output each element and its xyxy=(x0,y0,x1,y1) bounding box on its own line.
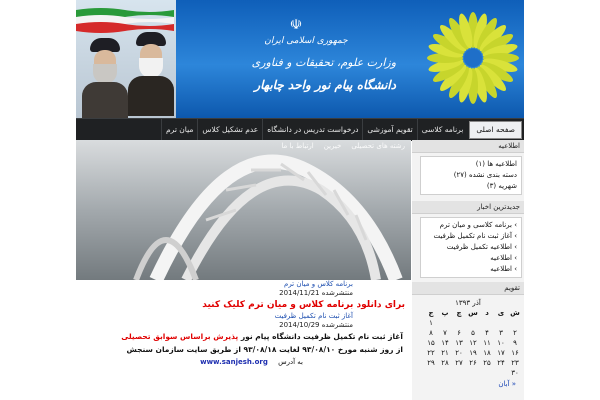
leader-portrait-left xyxy=(82,38,128,118)
news-item[interactable]: › اطلاعیه تکمیل ظرفیت xyxy=(446,243,517,251)
iran-emblem-icon: ☫ xyxy=(289,17,303,33)
calendar-weekday: پ xyxy=(441,309,449,317)
latest-news-box xyxy=(420,217,522,278)
calendar-day xyxy=(452,318,466,328)
hero-link-contact[interactable]: ارتباط با ما xyxy=(281,142,314,150)
leaders-photo xyxy=(76,0,176,118)
right-sidebar xyxy=(412,140,524,400)
calendar-day[interactable]: ۳۰ xyxy=(511,369,519,377)
news-item[interactable]: › اطلاعیه xyxy=(490,254,517,262)
calendar-day[interactable]: ۱۴ xyxy=(441,339,449,347)
calendar-day[interactable]: ۱۳ xyxy=(455,339,463,347)
announcement-item[interactable]: دسته بندی نشده (۲۷) xyxy=(453,171,517,179)
calendar-day[interactable]: ۷ xyxy=(443,329,447,337)
calendar-day[interactable]: ۲۹ xyxy=(427,359,435,367)
calendar-day[interactable]: ۲۷ xyxy=(455,359,463,367)
header-titles xyxy=(176,0,416,118)
nav-class-cancellation[interactable]: عدم تشکیل کلاس xyxy=(197,119,262,141)
announcement-item[interactable]: شهریه (۳) xyxy=(486,182,517,190)
calendar-day[interactable]: ۴ xyxy=(485,329,489,337)
news-item[interactable]: › برنامه کلاسی و میان ترم xyxy=(439,221,517,229)
nav-midterm[interactable]: میان ترم xyxy=(161,119,197,141)
posts-area xyxy=(76,280,411,400)
site-header xyxy=(76,0,524,118)
sanjesh-link[interactable]: www.sanjesh.org xyxy=(200,358,268,366)
calendar-day xyxy=(466,318,480,328)
main-nav xyxy=(76,118,524,141)
leader-portrait-right xyxy=(128,32,174,118)
bridge-photo xyxy=(76,140,411,280)
calendar-day[interactable]: ۱۲ xyxy=(469,339,477,347)
latest-news-title: جدیدترین اخبار xyxy=(412,201,524,214)
post-body: از روز شنبه مورخ ۹۳/۰۸/۱۰ لغایت ۹۳/۰۸/۱۸ از طریق سایت سازمان سنجش xyxy=(126,345,403,354)
nav-academic-calendar[interactable]: تقویم آموزشی xyxy=(362,119,416,141)
calendar-title: تقویم xyxy=(412,282,524,295)
header-line-university: دانشگاه پیام نور واحد چابهار xyxy=(254,78,396,92)
calendar-day[interactable]: ۲۲ xyxy=(427,349,435,357)
post-date: منتشرشده 2014/10/29 xyxy=(279,321,353,329)
post-footer xyxy=(76,356,411,368)
calendar-day[interactable]: ۲۱ xyxy=(441,349,449,357)
calendar-day[interactable]: ۱۱ xyxy=(483,339,491,347)
calendar-day xyxy=(452,368,466,378)
hero-link-fields[interactable]: رشته های تحصیلی xyxy=(351,142,405,150)
download-schedule-link[interactable]: برای دانلود برنامه کلاس و میان ترم کلیک کنید xyxy=(202,300,405,310)
calendar-day[interactable]: ۲۳ xyxy=(511,359,519,367)
hero-link-donors[interactable]: خیرین xyxy=(323,142,342,150)
calendar-day xyxy=(466,368,480,378)
post-body xyxy=(76,330,411,343)
calendar-day[interactable]: ۲۶ xyxy=(469,359,477,367)
nav-home[interactable]: صفحه اصلی xyxy=(469,121,522,139)
calendar-day xyxy=(424,368,438,378)
iran-flag-icon xyxy=(76,6,174,34)
calendar-day xyxy=(480,368,494,378)
calendar-day[interactable]: ۹ xyxy=(513,339,517,347)
page xyxy=(76,0,524,400)
calendar-day[interactable]: ۱۶ xyxy=(511,349,519,357)
announcements-box xyxy=(420,156,522,195)
calendar-weekday: ج xyxy=(428,309,434,317)
calendar-day[interactable]: ۱۰ xyxy=(497,339,505,347)
calendar-day xyxy=(438,318,452,328)
calendar-day[interactable]: ۶ xyxy=(457,329,461,337)
calendar-weekday: د xyxy=(485,309,489,317)
calendar-month: آذر ۱۳۹۳ xyxy=(455,299,481,307)
post-body-highlight: پذیرش براساس سوابق تحصیلی xyxy=(121,332,239,341)
header-line-republic: جمهوری اسلامی ایران xyxy=(264,36,348,46)
news-item[interactable]: › آغاز ثبت نام تکمیل ظرفیت xyxy=(433,232,517,240)
calendar-day xyxy=(494,368,508,378)
calendar-day[interactable]: ۱۸ xyxy=(483,349,491,357)
post-body-text: آغاز ثبت نام تکمیل ظرفیت دانشگاه پیام نور xyxy=(240,332,403,341)
calendar-day[interactable]: ۱۵ xyxy=(427,339,435,347)
calendar-day[interactable]: ۲۴ xyxy=(497,359,505,367)
calendar-prev-month-link[interactable]: « آبان xyxy=(498,380,516,388)
calendar-weekday: س xyxy=(468,309,478,317)
calendar-day[interactable]: ۲۸ xyxy=(441,359,449,367)
hero-links xyxy=(76,140,411,152)
calendar-day[interactable]: ۲ xyxy=(513,329,517,337)
post-footer-text: به آدرس xyxy=(278,358,303,366)
calendar-weekday: ش xyxy=(510,309,520,317)
calendar-day[interactable]: ۲۵ xyxy=(483,359,491,367)
payame-noor-logo-icon xyxy=(426,6,520,110)
calendar-day[interactable]: ۱۹ xyxy=(469,349,477,357)
calendar-widget xyxy=(414,298,522,390)
calendar-day xyxy=(494,318,508,328)
calendar-day[interactable]: ۲۰ xyxy=(455,349,463,357)
nav-teaching-request[interactable]: درخواست تدریس در دانشگاه xyxy=(262,119,362,141)
calendar-day xyxy=(508,318,522,328)
hero-banner xyxy=(76,140,411,280)
calendar-grid xyxy=(414,308,522,378)
calendar-weekday: چ xyxy=(456,309,462,317)
calendar-day[interactable]: ۵ xyxy=(471,329,475,337)
post-title[interactable]: برنامه کلاس و میان ترم xyxy=(283,280,353,288)
calendar-day[interactable]: ۳ xyxy=(499,329,503,337)
post-date: منتشرشده 2014/11/21 xyxy=(279,289,353,297)
nav-class-schedule[interactable]: برنامه کلاسی xyxy=(417,119,468,141)
header-line-ministry: وزارت علوم، تحقیقات و فناوری xyxy=(251,56,396,69)
announcements-title: اطلاعیه xyxy=(412,140,524,153)
calendar-day[interactable]: ۱ xyxy=(429,319,433,327)
news-item[interactable]: › اطلاعیه xyxy=(490,265,517,273)
calendar-day xyxy=(480,318,494,328)
announcement-item[interactable]: اطلاعیه ها (۱) xyxy=(475,160,517,168)
calendar-day[interactable]: ۱۷ xyxy=(497,349,505,357)
post-title[interactable]: آغاز ثبت نام تکمیل ظرفیت xyxy=(274,312,353,320)
calendar-day[interactable]: ۸ xyxy=(429,329,433,337)
calendar-day xyxy=(438,368,452,378)
calendar-weekday: ی xyxy=(497,309,505,317)
